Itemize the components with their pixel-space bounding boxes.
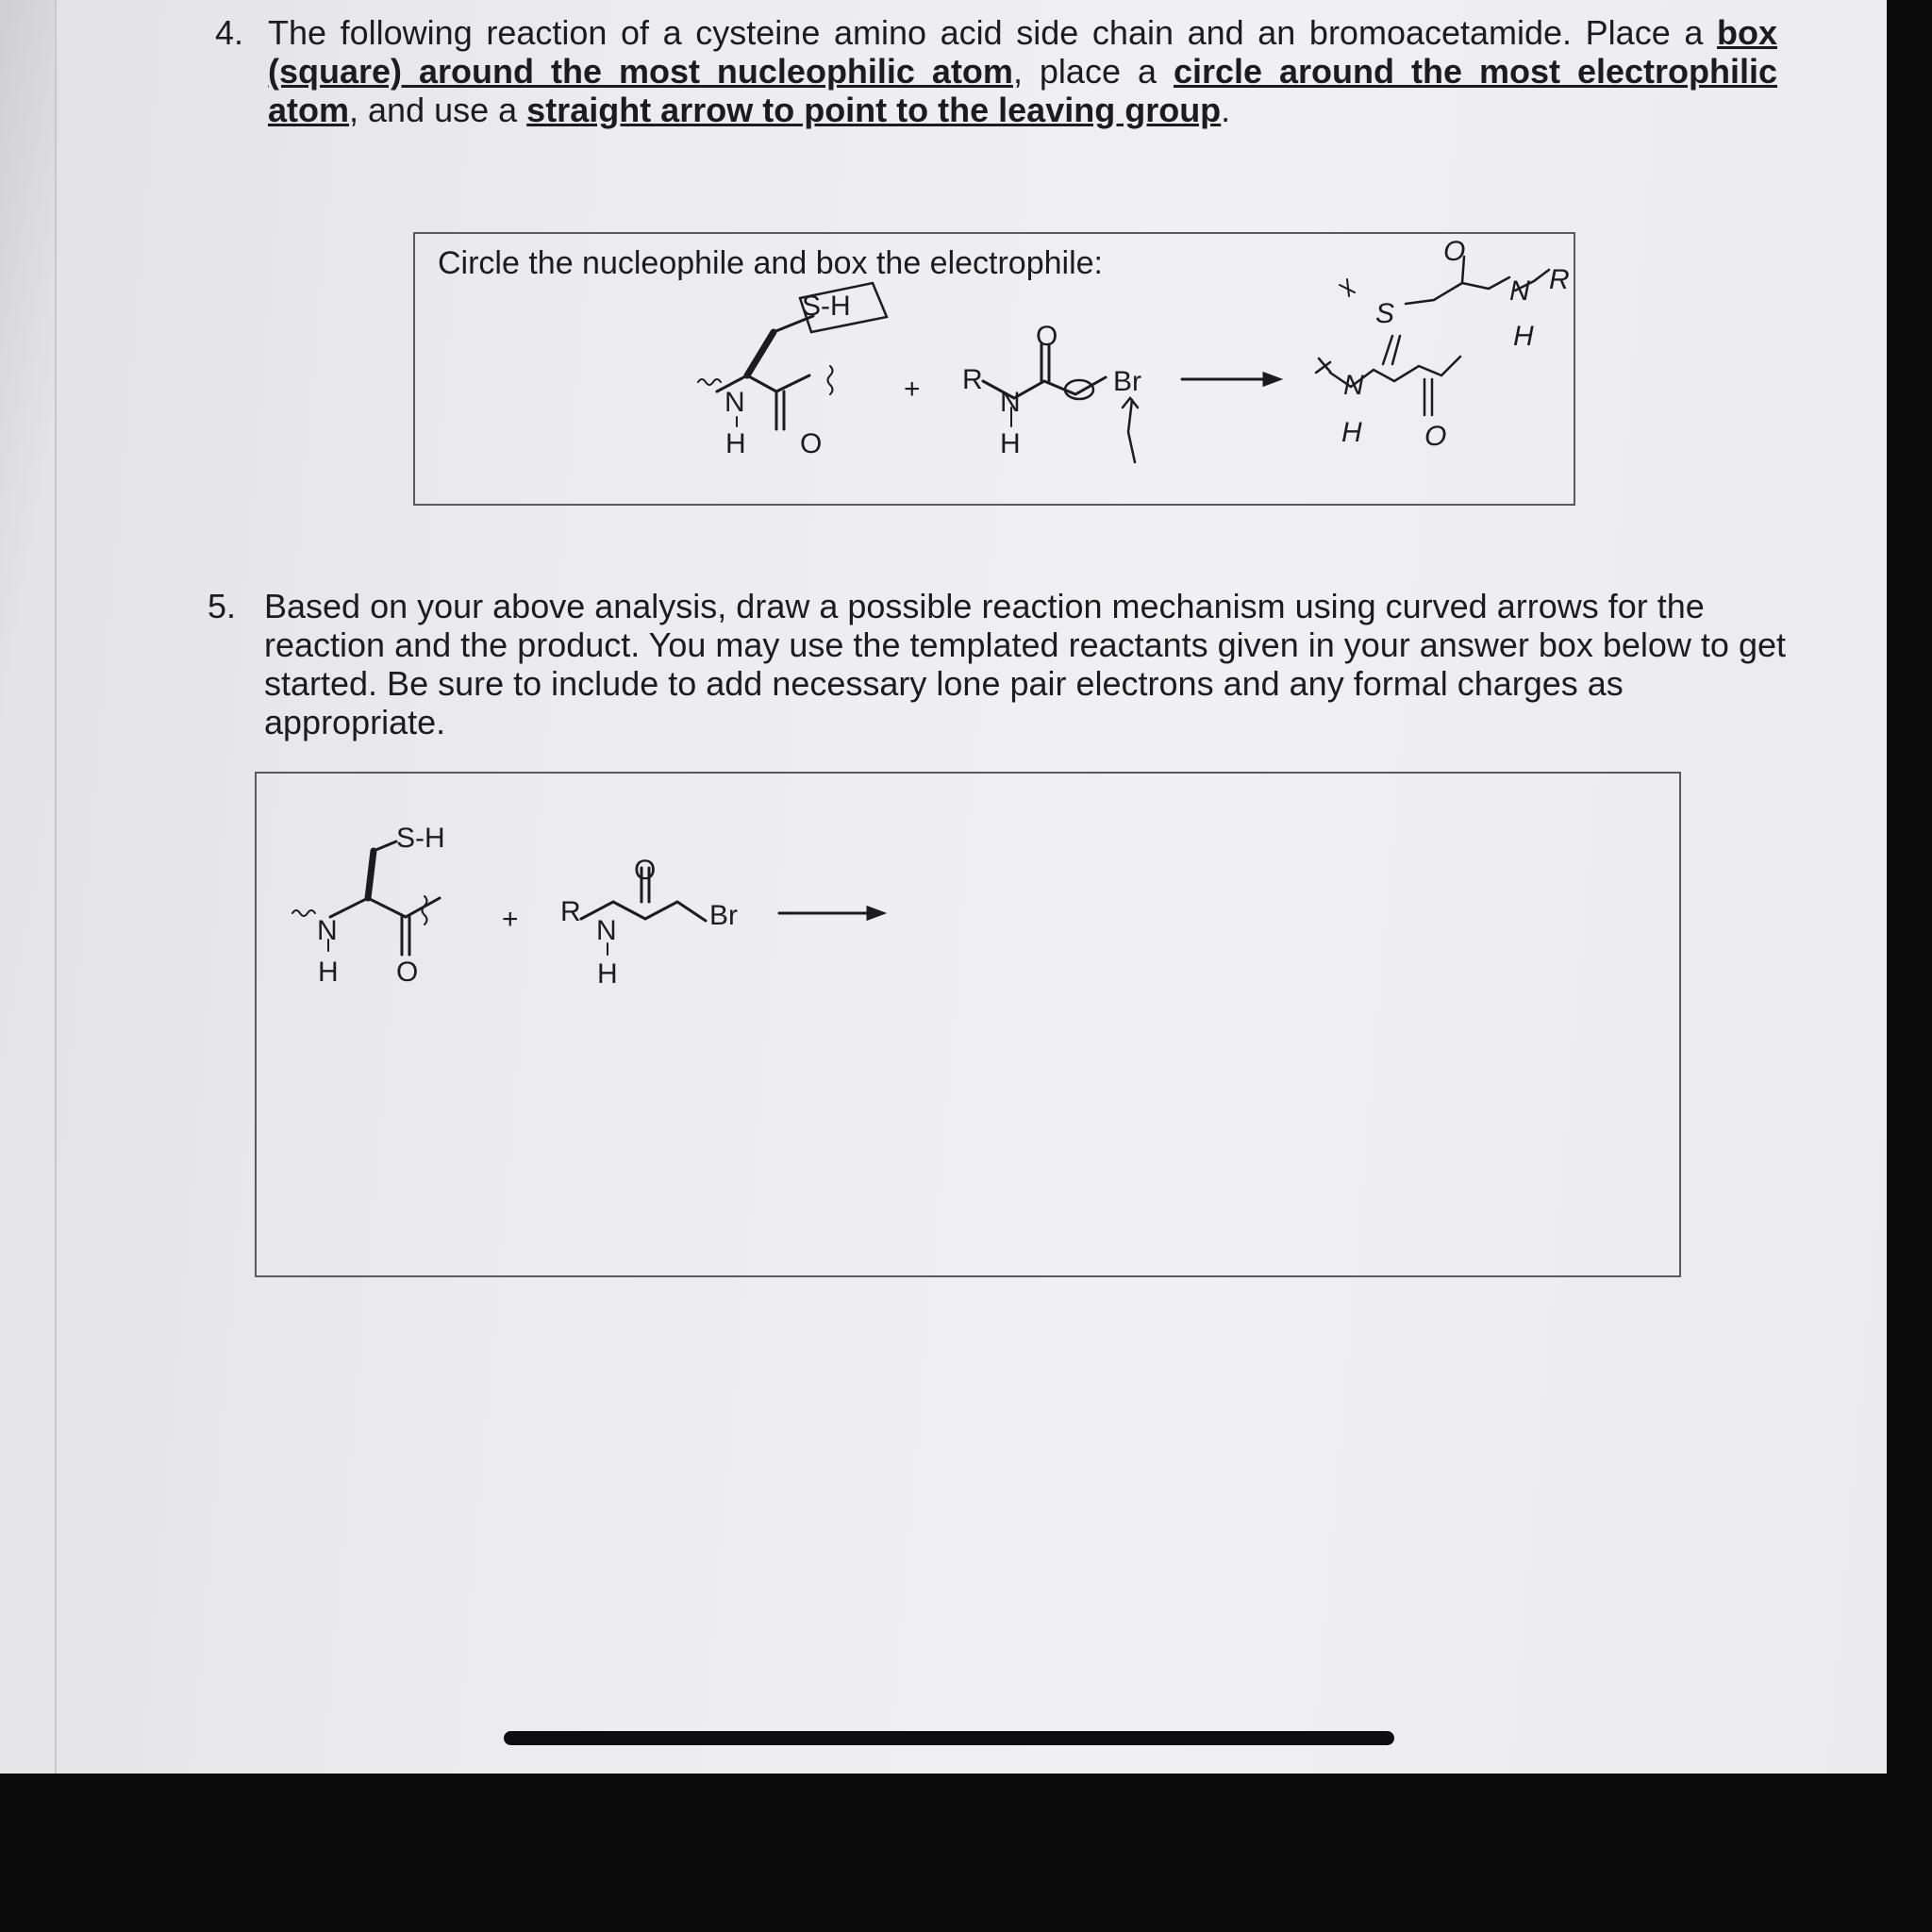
bromo1-br-label: Br [1113, 366, 1141, 397]
cys2-o-label: O [396, 957, 419, 988]
cys2-wavy-right [423, 896, 427, 924]
q4-bold-arrow: straight arrow to point to the leaving group [526, 91, 1222, 129]
hand-r-label: R [1549, 264, 1570, 295]
hand-n-label-bottom: N [1343, 370, 1364, 401]
cys1-wavy-left [698, 379, 721, 385]
q4-bold-box: box (square) around the most nucleophilic atom [268, 13, 1777, 91]
hand-n-label: N [1509, 275, 1530, 307]
q4-text-start: The following reaction of a cysteine amino acid side chain and an bromoacetamide. Place a [268, 13, 1704, 52]
bromo2-r-label: R [560, 896, 581, 927]
bromo1-n-label: N [1000, 387, 1021, 418]
home-indicator-bar[interactable] [504, 1731, 1394, 1745]
cys1-wavy-right [828, 366, 833, 394]
q4-text-mid2: , and use a [349, 91, 518, 129]
bromo1-r-label: R [962, 364, 983, 395]
hand-x-left [1316, 358, 1330, 373]
hand-h-label-bottom: H [1341, 417, 1362, 448]
cys1-n-label: N [724, 387, 745, 418]
analysis-box-instruction: Circle the nucleophile and box the electrophile: [438, 245, 1104, 281]
reaction-arrowhead-2 [868, 908, 883, 919]
hand-circle-carbon [1065, 380, 1093, 399]
cys2-sh-label: S-H [396, 823, 445, 854]
cys2-carbonyl-double [402, 917, 409, 955]
cys2-h-label: H [318, 957, 339, 988]
bromo2-n-label: N [596, 915, 617, 946]
question-5-number: 5. [208, 587, 237, 625]
hand-o-label-top: O [1443, 236, 1466, 267]
cys1-sh-label: S-H [802, 291, 851, 322]
cys2-side-chain-wedge [368, 851, 374, 898]
hand-arrow-leaving-group [1128, 400, 1135, 462]
bromo2-h-label: H [597, 958, 618, 990]
hand-o-label-bottom: O [1424, 421, 1447, 452]
hand-product-sidechain [1406, 277, 1509, 304]
hand-x-upper [1340, 279, 1355, 296]
reaction-arrowhead-1 [1264, 374, 1279, 385]
cys1-side-chain-wedge [747, 332, 774, 375]
bromo2-o-label: O [634, 855, 657, 886]
hand-s-label: S [1375, 298, 1395, 329]
q4-text-mid1: , place a [1012, 52, 1157, 91]
plus-1: + [904, 374, 921, 405]
bromo1-h-label: H [1000, 428, 1021, 459]
q4-text-end: . [1221, 91, 1231, 129]
hand-h-label-right: H [1513, 321, 1534, 352]
question-5-text: Based on your above analysis, draw a possible reaction mechanism using curved arrows for the reaction and the product. You may use the templated reactants given in your answer box below to get started. Be sure to include to add necessary lone pair electrons and any formal charges as appropriate. [264, 587, 1787, 741]
hand-product-carbonyl [1424, 379, 1432, 415]
cys2-n-label: N [317, 915, 338, 946]
cys2-wavy-left [292, 910, 315, 916]
cys1-h-label: H [725, 428, 746, 459]
bromo1-o-label: O [1036, 321, 1058, 352]
hand-product-wedge [1383, 336, 1400, 364]
cys1-o-label: O [800, 428, 823, 459]
cys2-ch2-s-bond [374, 841, 396, 851]
q4-bold-circle: circle around the most electrophilic atom [268, 52, 1778, 129]
plus-2: + [502, 904, 519, 935]
cys1-carbonyl-double [776, 391, 784, 429]
bromo2-br-label: Br [709, 900, 738, 931]
question-4-number: 4. [215, 13, 244, 52]
